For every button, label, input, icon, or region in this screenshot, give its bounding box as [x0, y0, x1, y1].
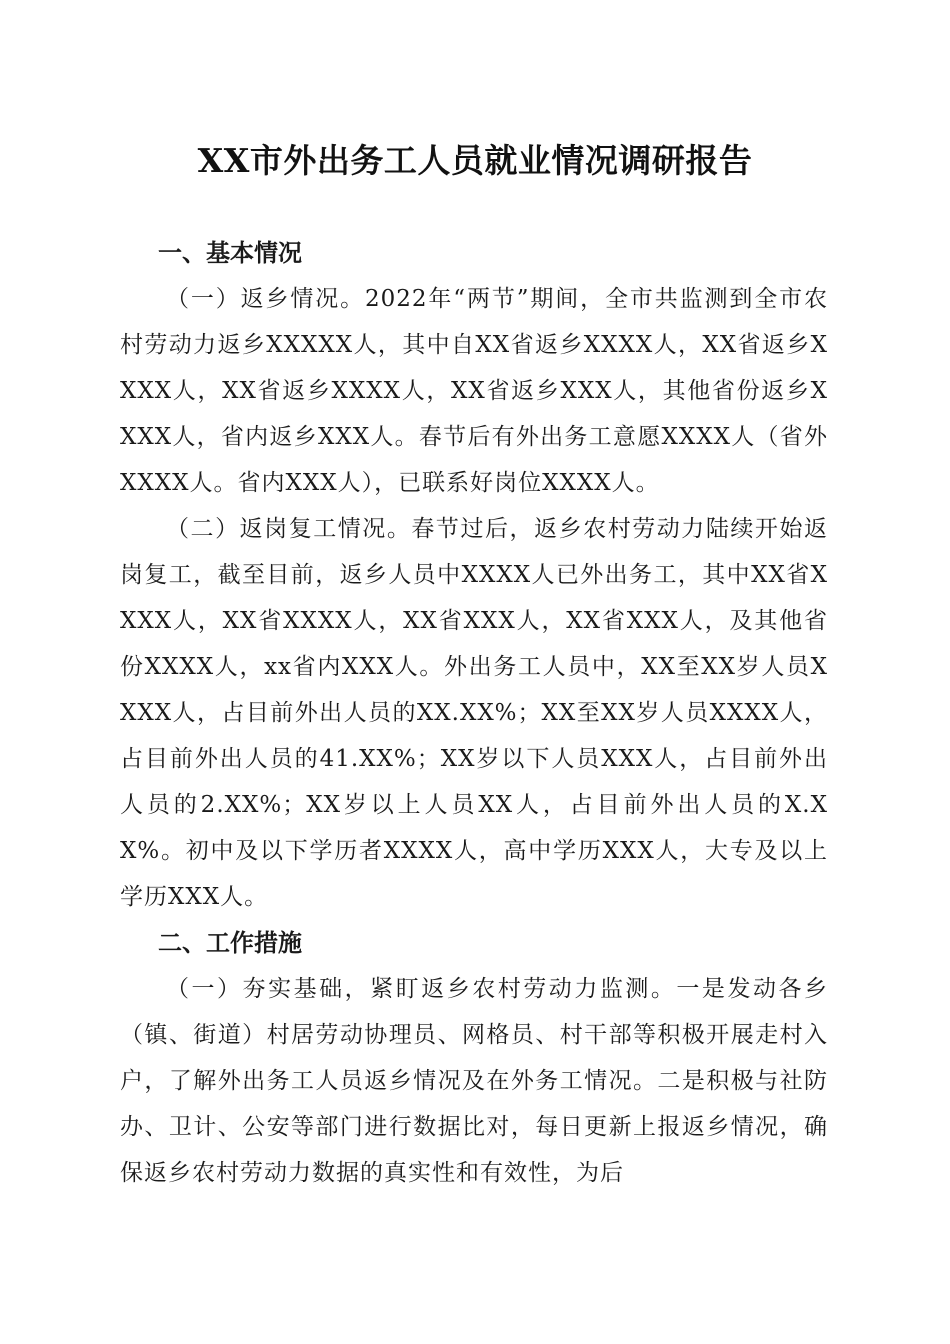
section-heading-measures: 二、工作措施 — [158, 929, 302, 957]
section-heading-basic: 一、基本情况 — [158, 239, 302, 267]
paragraph-return-work: （二）返岗复工情况。春节过后，返乡农村劳动力陆续开始返岗复工，截至目前，返乡人员中XXXX人已外出务工，其中XX省XXXX人，XX省XXXX人，XX省XXX人，XX省XXX人，及其他省份XXXX人，xx省内XXX人。外出务工人员中，XX至XX岁人员XXXX人，占目前外出人员的XX.XX%；XX至XX岁人员XXXX人，占目前外出人员的41.XX%；XX岁以下人员XXX人，占目前外出人员的2.XX%；XX岁以上人员XX人，占目前外出人员的X.XX%。初中及以下学历者XXXX人，高中学历XXX人，大专及以上学历XXX人。 — [120, 516, 828, 910]
document-body — [120, 230, 828, 1196]
paragraph-monitoring: （一）夯实基础，紧盯返乡农村劳动力监测。一是发动各乡（镇、街道）村居劳动协理员、网格员、村干部等积极开展走村入户，了解外出务工人员返乡情况及在外务工情况。二是积极与社防办、卫计、公安等部门进行数据比对，每日更新上报返乡情况，确保返乡农村劳动力数据的真实性和有效性，为后 — [120, 976, 828, 1186]
paragraph-return-home: （一）返乡情况。2022年“两节”期间，全市共监测到全市农村劳动力返乡XXXXX人，其中自XX省返乡XXXX人，XX省返乡XXXX人，XX省返乡XXXX人，XX省返乡XXX人，其他省份返乡XXXX人，省内返乡XXX人。春节后有外出务工意愿XXXX人（省外XXXX人。省内XXX人），已联系好岗位XXXX人。 — [120, 286, 828, 496]
document-title: XX市外出务工人员就业情况调研报告 — [197, 141, 753, 180]
